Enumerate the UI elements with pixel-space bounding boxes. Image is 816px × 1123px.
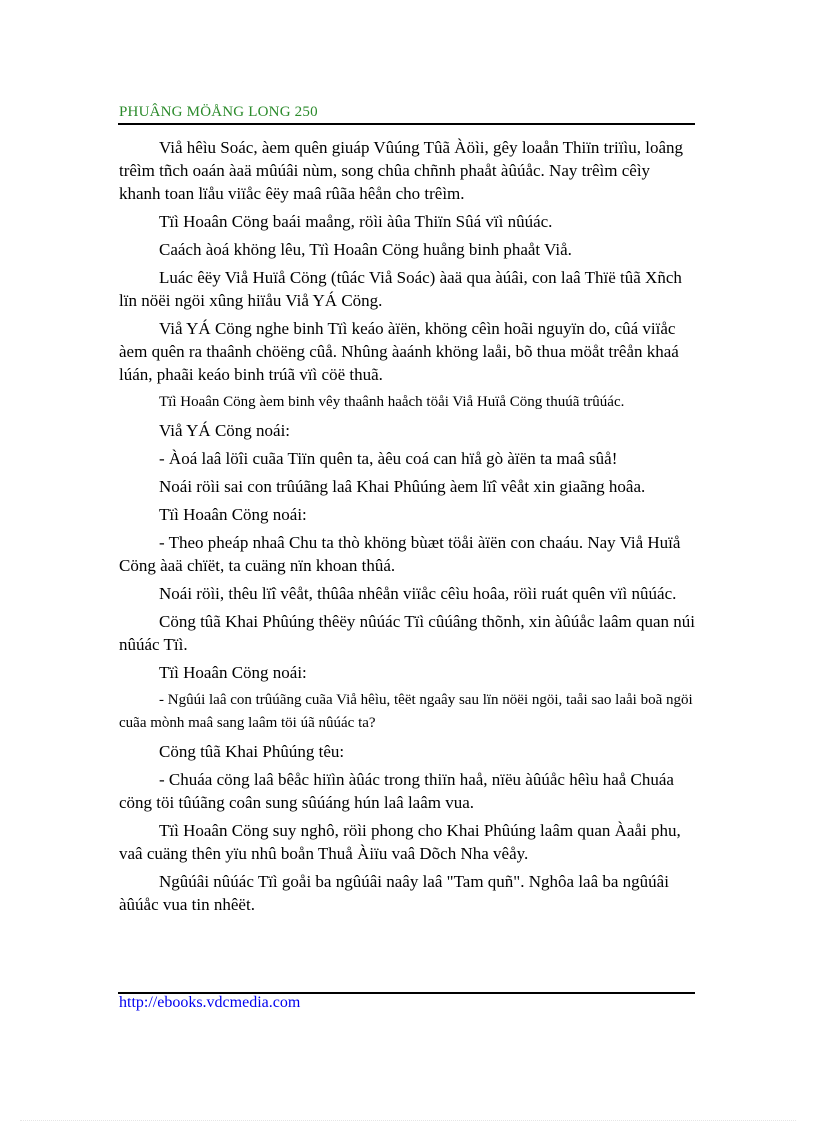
paragraph: Luác êëy Viå Huïå Cöng (tûác Viå Soác) àaä qua àúâi, con laâ Thïë tûã Xñch lïn nöëi ngöi xûng hiïåu Viå YÁ Cöng. bbox=[119, 268, 682, 310]
paragraph: Tïì Hoaân Cöng àem binh vêy thaânh haåch töåi Viå Huïå Cöng thuúã trûúác. bbox=[159, 394, 625, 410]
paragraph: Cöng tûã Khai Phûúng thêëy nûúác Tïì cûúâng thõnh, xin àûúåc laâm quan núi nûúác Tïì. bbox=[119, 612, 696, 654]
paragraph: Tïì Hoaân Cöng noái: bbox=[159, 663, 307, 682]
paragraph: - Àoá laâ löîi cuãa Tiïn quên ta, àêu coá can hïå gò àïën ta maâ sûå! bbox=[159, 449, 618, 468]
paragraph: Viå hêìu Soác, àem quên giuáp Vûúng Tûã Àöìi, gêy loaån Thiïn triïìu, loâng trêìm tñch oaán àaä mûúâi nùm, song chûa chñnh phaåt àûúåc. Nay trêìm cêìy khanh toan lïåu viïåc êëy maâ rûãa hêån cho trêìm. bbox=[119, 138, 683, 203]
paragraph: Viå YÁ Cöng noái: bbox=[159, 421, 291, 440]
paragraph: Tïì Hoaân Cöng noái: bbox=[159, 505, 307, 524]
page-edge bbox=[20, 1120, 796, 1121]
running-header: PHUÂNG MÖÅNG LONG 250 bbox=[119, 104, 318, 120]
paragraph: - Theo pheáp nhaâ Chu ta thò khöng bùæt töåi àïën con chaáu. Nay Viå Huïå Cöng àaä chïët, ta cuäng nïn khoan thûá. bbox=[119, 533, 681, 575]
body-text bbox=[119, 136, 695, 921]
paragraph: Tïì Hoaân Cöng suy nghô, röìi phong cho Khai Phûúng laâm quan Àaåi phu, vaâ cuäng thên yïu nhû boån Thuå Àiïu vaâ Dõch Nha vêåy. bbox=[119, 821, 681, 863]
paragraph: Noái röìi sai con trûúãng laâ Khai Phûúng àem lïî vêåt xin giaãng hoâa. bbox=[159, 477, 646, 496]
paragraph: Ngûúâi nûúác Tïì goåi ba ngûúâi naây laâ "Tam quñ". Nghôa laâ ba ngûúâi àûúåc vua tin nhêët. bbox=[119, 872, 669, 914]
paragraph: Noái röìi, thêu lïî vêåt, thûâa nhêån viïåc cêìu hoâa, röìi ruát quên vïì nûúác. bbox=[159, 584, 677, 603]
header-rule bbox=[118, 123, 695, 125]
footer-url-link[interactable]: http://ebooks.vdcmedia.com bbox=[119, 994, 301, 1011]
paragraph: - Chuáa cöng laâ bêåc hiïìn àûác trong thiïn haå, nïëu àûúåc hêìu haå Chuáa cöng töi tûúãng coân sung sûúáng hún laâ laâm vua. bbox=[119, 770, 674, 812]
paragraph: Tïì Hoaân Cöng baái maång, röìi àûa Thiïn Sûá vïì nûúác. bbox=[159, 212, 553, 231]
paragraph: Cöng tûã Khai Phûúng têu: bbox=[159, 742, 345, 761]
paragraph: Viå YÁ Cöng nghe binh Tïì keáo àïën, khöng cêìn hoãi nguyïn do, cûá viïåc àem quên ra thaânh chöëng cûå. Nhûng àaánh khöng laåi, bõ thua möåt trêån khaá lúán, phaãi keáo binh trúã vïì cöë thuã. bbox=[119, 319, 679, 384]
paragraph: Caách àoá khöng lêu, Tïì Hoaân Cöng huång binh phaåt Viå. bbox=[159, 240, 572, 259]
paragraph: - Ngûúi laâ con trûúãng cuãa Viå hêìu, têët ngaây sau lïn nöëi ngöi, taåi sao laåi boã ngöi cuãa mònh maâ sang laâm töi úã nûúác ta? bbox=[119, 692, 693, 731]
